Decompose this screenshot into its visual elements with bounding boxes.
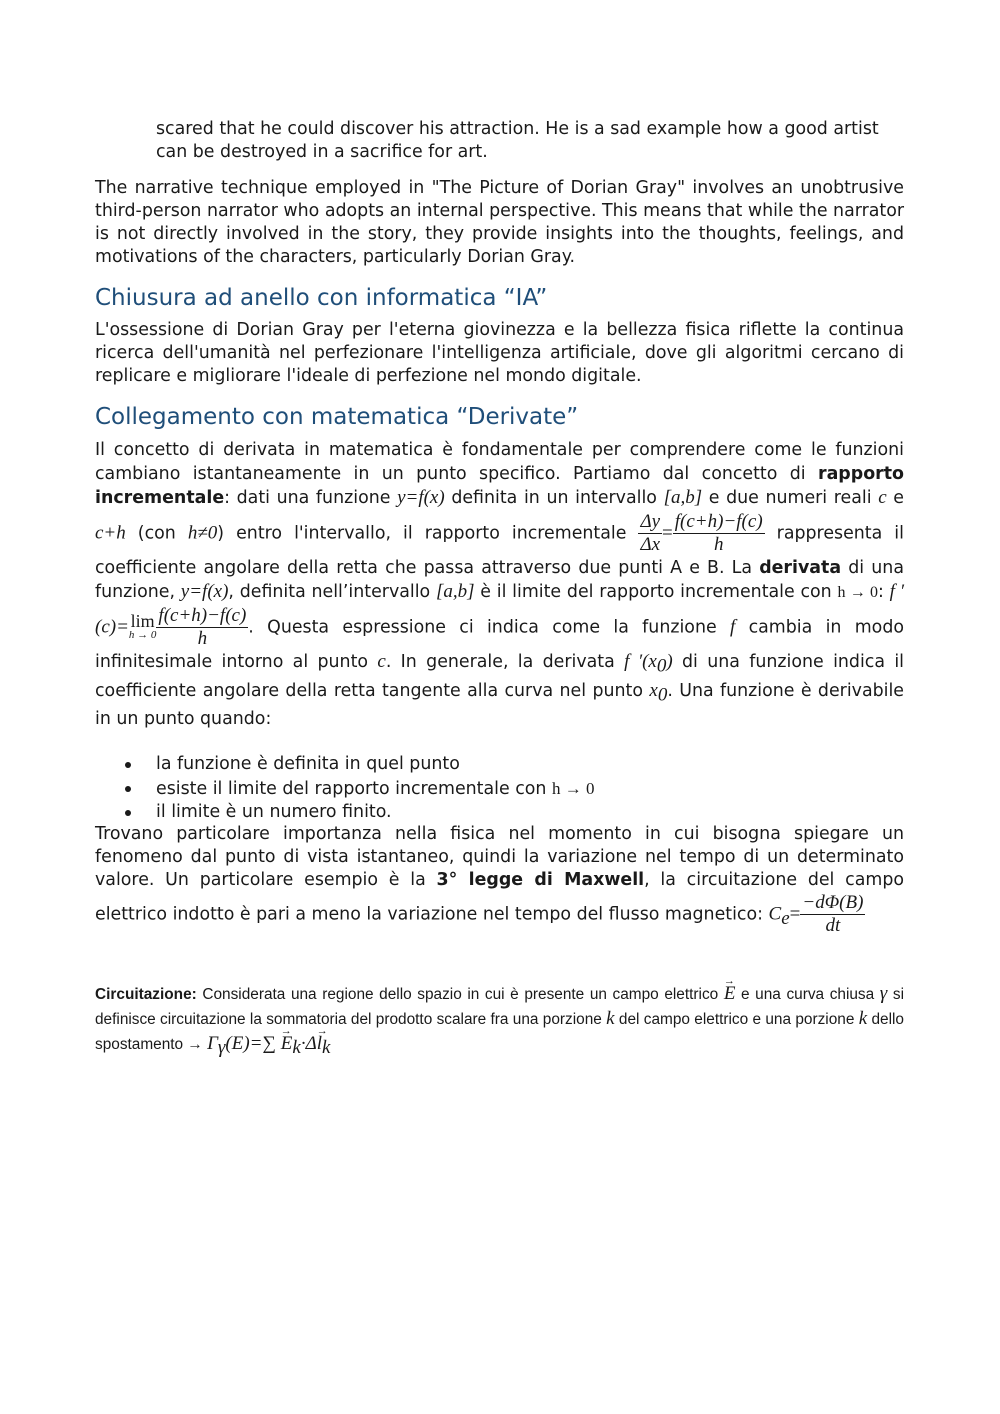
bold-term-maxwell: 3° legge di Maxwell	[436, 870, 645, 890]
text-run: ) entro l'intervallo, il rapporto incrementale	[217, 523, 639, 544]
math-paren: )	[666, 651, 673, 673]
fraction-dy-dx	[638, 511, 662, 556]
text-run: (con	[125, 523, 188, 544]
math-k: k	[858, 1008, 868, 1029]
math-formula-mid: (E)=∑	[225, 1033, 281, 1054]
derivability-list	[95, 753, 904, 825]
math-eq: =	[789, 903, 801, 925]
section-heading-ia: Chiusura ad anello con informatica “IA”	[95, 285, 548, 311]
text-run: Considerata una regione dello spazio in cui è presente un campo elettrico	[196, 986, 724, 1003]
text-run: definita in un intervallo	[444, 488, 664, 509]
math-c: c	[377, 651, 386, 673]
narrative-paragraph: The narrative technique employed in "The Picture of Dorian Gray" involves an unobtrusive third-person narrator who adopts an internal perspective. This means that while the narrator is not directly involved in the story, they provide insights into the thoughts, feelings, and motivations of the characters, particularly Dorian Gray.	[95, 178, 904, 267]
math-sub-0: 0	[656, 655, 667, 677]
text-run: e una curva chiusa	[735, 986, 880, 1003]
math-eq: =	[662, 522, 673, 544]
text-run: si definisce circuitazione la sommatoria del prodotto scalare fra una porzione	[95, 986, 904, 1028]
bullet-icon	[125, 810, 131, 816]
text-run: e due numeri reali	[702, 488, 879, 509]
intro-indent-paragraph: scared that he could discover his attraction. He is a sad example how a good artist can be destroyed in a sacrifice for art.	[156, 119, 879, 162]
text-run: , la circuitazione del campo elettrico indotto è pari a meno la variazione nel tempo del flusso magnetico:	[95, 870, 904, 925]
text-run: , definita nell’intervallo	[228, 581, 436, 602]
math-x: x	[649, 679, 658, 701]
math-sub-gamma: γ	[217, 1037, 226, 1059]
fraction-limit	[156, 605, 248, 650]
text-run: di una funzione,	[95, 557, 904, 602]
math-h-neq-0: h≠0	[187, 522, 218, 544]
text-run: è il limite del rapporto incrementale con	[474, 581, 838, 602]
frac-den: dt	[825, 915, 841, 936]
math-Gamma: Γ	[207, 1033, 218, 1054]
frac-num: f(c+h)−f(c)	[674, 510, 763, 532]
frac-den: h	[713, 533, 724, 555]
bold-term-derivata: derivata	[759, 557, 842, 578]
text-run: . Una funzione è derivabile in un punto quando:	[95, 680, 904, 730]
math-l-vector: → l	[317, 1032, 322, 1056]
list-item	[95, 801, 904, 825]
math-c-plus-h: c+h	[95, 522, 126, 544]
math-y-fx: y=f(x)	[397, 487, 445, 509]
text-run: . Questa espressione ci indica come la funzione	[248, 617, 730, 638]
text-run: : dati una funzione	[224, 488, 398, 509]
math-fprime-c: f ′(c)=	[95, 580, 905, 638]
text-run: :	[877, 581, 890, 602]
math-h-to-0: h → 0	[551, 778, 595, 798]
math-Ek-vector: → E	[281, 1032, 293, 1056]
text-run: di una funzione indica il coefficiente angolare della retta tangente alla curva nel punto	[95, 652, 904, 701]
list-item-text: la funzione è definita in quel punto	[156, 754, 460, 774]
fraction-maxwell	[800, 892, 865, 937]
math-interval: [a,b]	[663, 487, 703, 509]
frac-num: −dΦ(B)	[802, 892, 864, 913]
text-run: del campo elettrico e una porzione	[614, 1011, 859, 1028]
math-y-fx: y=f(x)	[180, 580, 229, 602]
frac-den: h	[197, 628, 208, 650]
text-run: Il concetto di derivata in matematica è fondamentale per comprendere come le funzioni cambiano istantaneamente in un punto specifico. Partiamo dal concetto di	[95, 440, 904, 485]
text-run: e	[886, 488, 904, 509]
list-item	[95, 777, 904, 802]
math-C: C	[768, 903, 782, 925]
section-ia-body: L'ossessione di Dorian Gray per l'eterna giovinezza e la bellezza fisica riflette la continua ricerca dell'umanità nel perfezionare l'intelligenza artificiale, dove gli algoritmi cercano di replicare e migliorare l'ideale di perfezione nel mondo digitale.	[95, 320, 904, 386]
derivate-paragraph	[95, 438, 904, 732]
list-item	[95, 753, 904, 777]
bullet-icon	[125, 762, 131, 768]
lim-text: lim	[130, 610, 155, 631]
frac-num: f(c+h)−f(c)	[158, 605, 247, 627]
math-interval: [a,b]	[435, 580, 475, 602]
frac-den: Δx	[640, 533, 661, 555]
math-f: f	[729, 616, 736, 638]
math-k: k	[606, 1008, 615, 1029]
list-item-text: esiste il limite del rapporto incrementale con	[156, 778, 552, 799]
bullet-icon	[125, 786, 131, 792]
math-h-to-0: h → 0	[837, 583, 878, 601]
fraction-incremental	[673, 511, 765, 556]
text-run: rappresenta il coefficiente angolare della retta che passa attraverso due punti A e B. La	[95, 523, 904, 578]
math-dot-delta: ·Δ	[300, 1033, 317, 1054]
math-gamma: γ	[879, 983, 888, 1004]
list-item-text: il limite è un numero finito.	[156, 802, 392, 822]
frac-num: Δy	[640, 510, 661, 532]
math-fprime-x0: f ′(x	[624, 651, 657, 673]
circuitazione-note	[95, 982, 904, 1060]
math-c: c	[878, 487, 887, 509]
math-sub-0: 0	[657, 684, 668, 706]
math-sub-k: k	[322, 1037, 331, 1059]
text-run: cambia in modo infinitesimale intorno al punto	[95, 617, 904, 673]
note-label: Circuitazione:	[95, 986, 197, 1003]
limit-operator	[128, 610, 157, 642]
maxwell-paragraph	[95, 823, 904, 937]
text-run: Trovano particolare importanza nella fisica nel momento in cui bisogna spiegare un fenomeno dal punto di vista istantaneo, quindi la variazione nel tempo di un determinato valore. Un particolare esempio è la	[95, 824, 904, 890]
math-sub-e: e	[781, 907, 790, 929]
bold-term-rapporto: rapporto incrementale	[95, 464, 904, 509]
text-run: . In generale, la derivata	[385, 652, 625, 673]
math-E-vector: → E	[724, 982, 736, 1006]
text-run: dello spostamento →	[95, 1011, 904, 1053]
lim-sub: h → 0	[128, 628, 157, 641]
math-sub-k: k	[292, 1037, 301, 1059]
section-heading-derivate: Collegamento con matematica “Derivate”	[95, 404, 579, 430]
